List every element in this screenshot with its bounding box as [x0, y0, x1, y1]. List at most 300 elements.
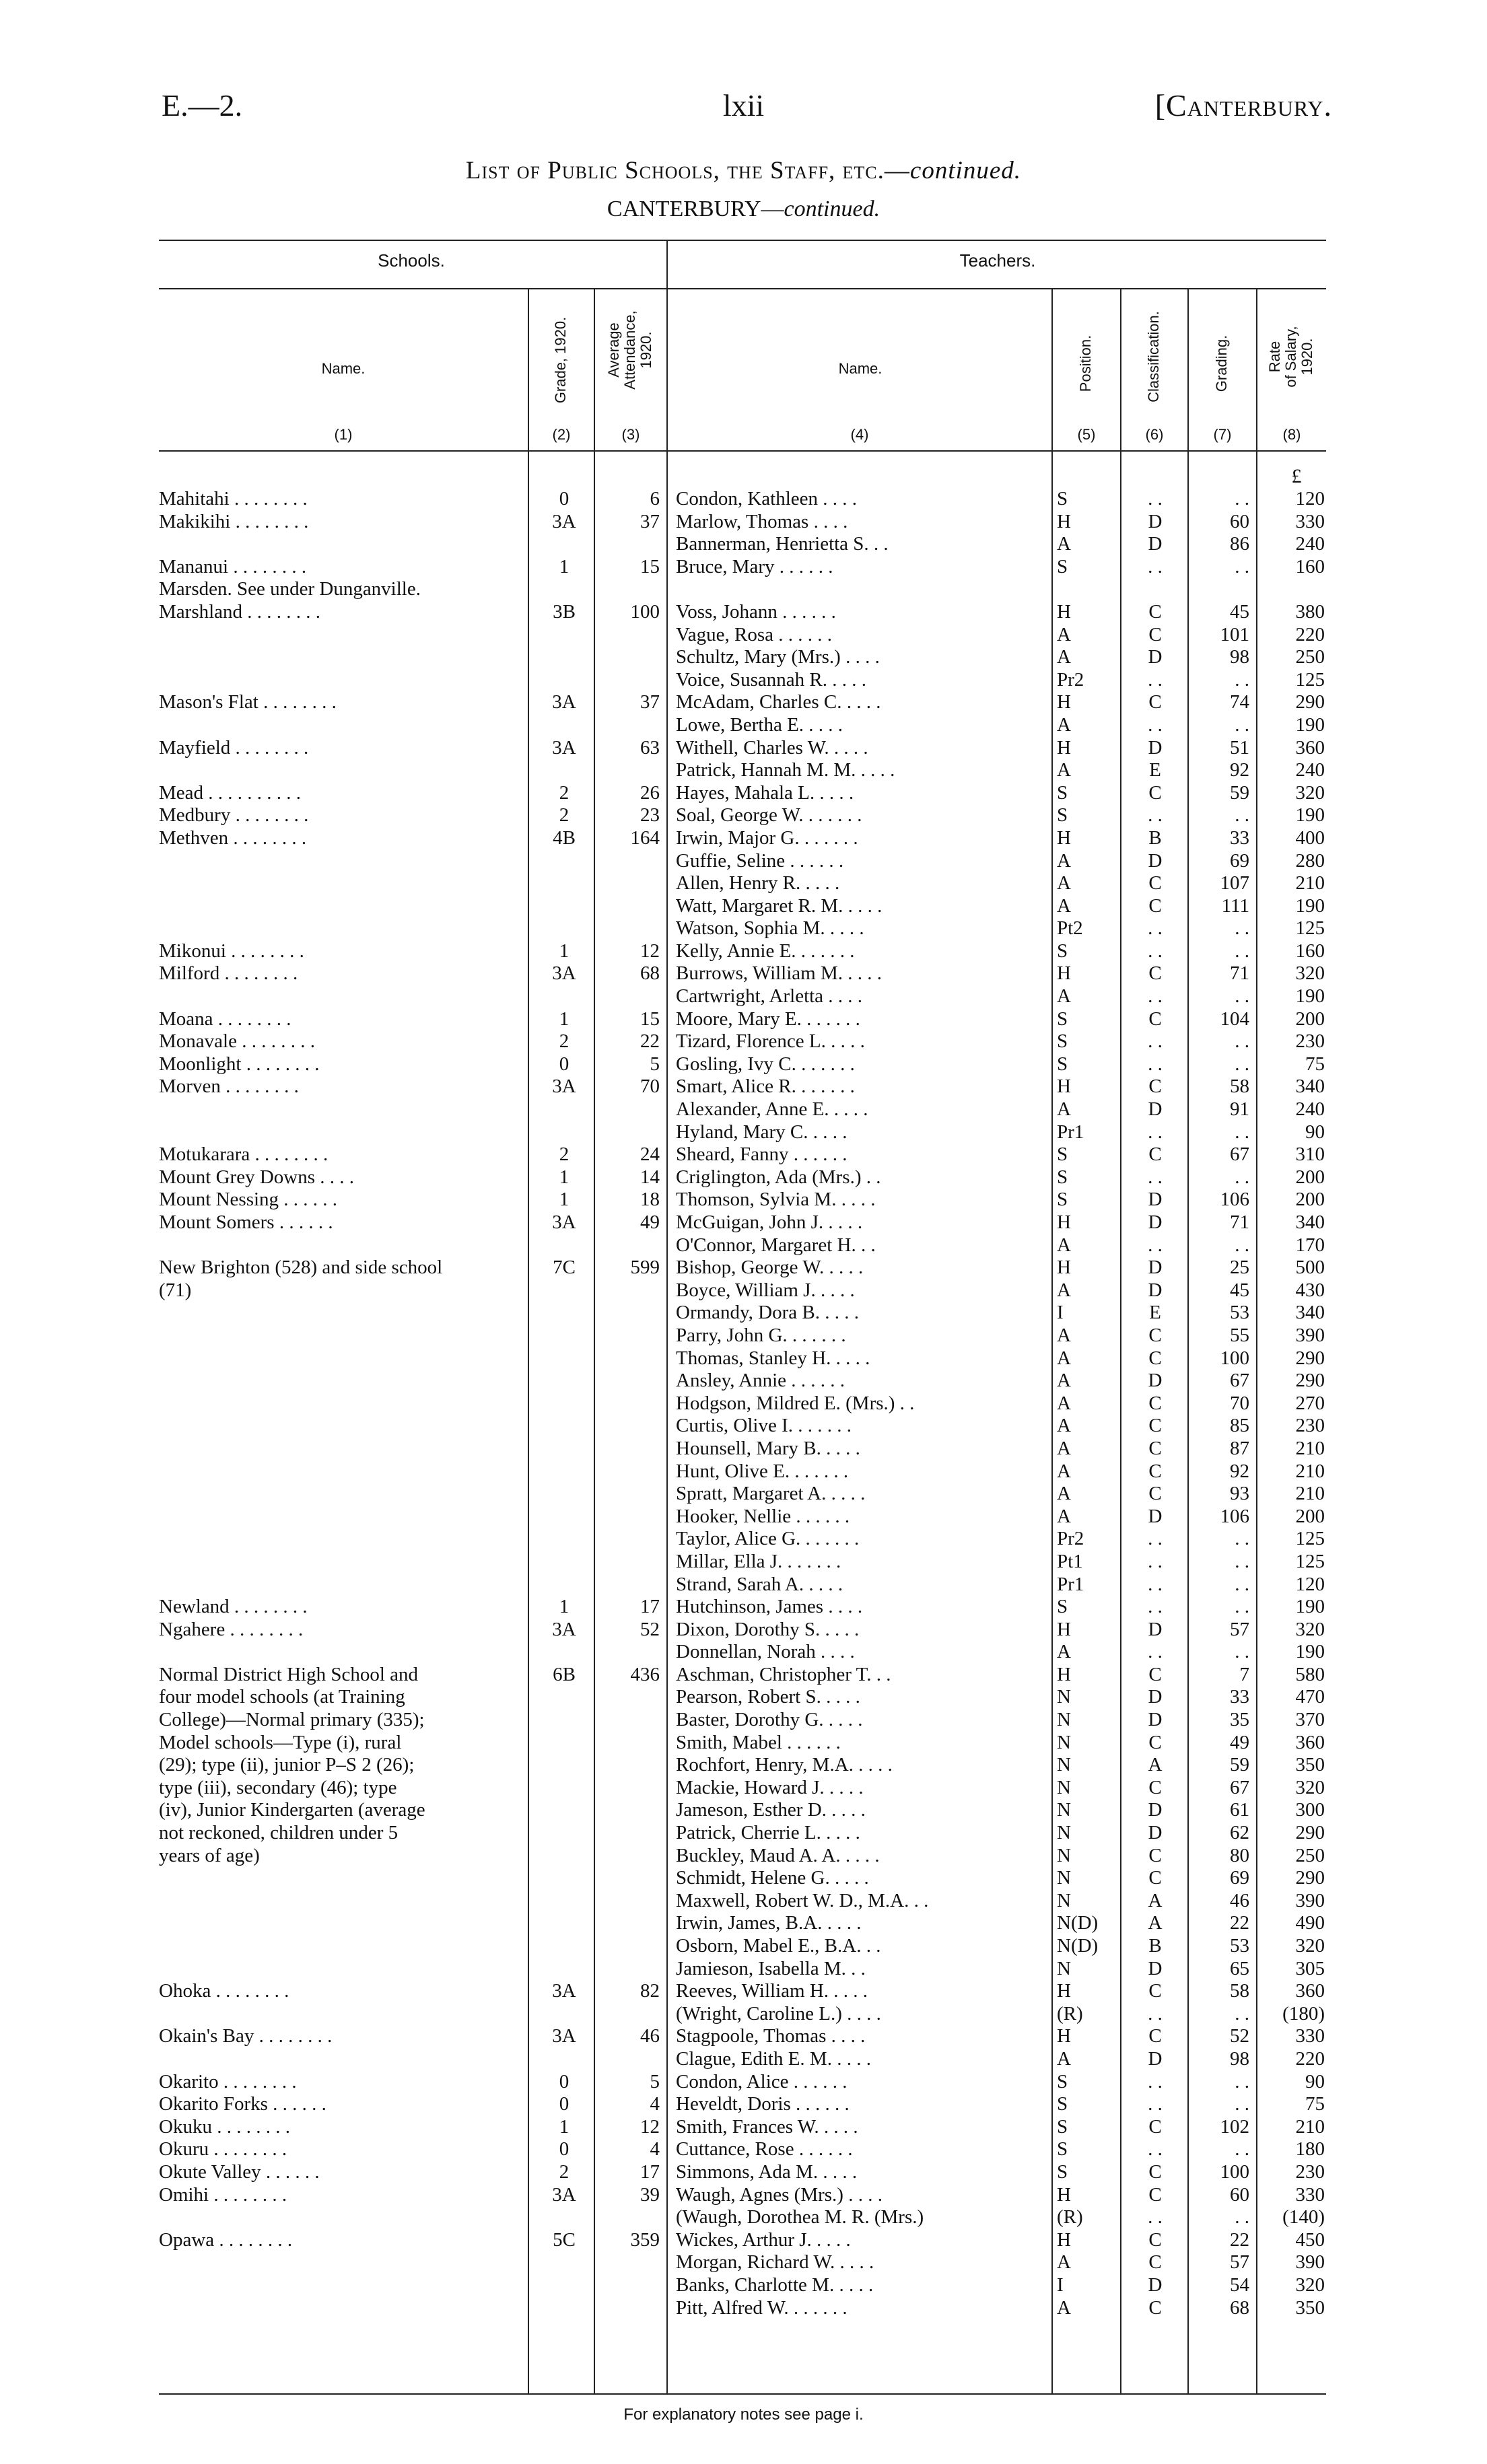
salary-header-line3: 1920. [1299, 338, 1315, 376]
school-name-cell: (29); type (ii), junior P–S 2 (26); [159, 1754, 415, 1776]
teacher-name-cell: Maxwell, Robert W. D., M.A. . . [676, 1889, 929, 1911]
school-name-cell: Okute Valley . . . . . . [159, 2160, 320, 2183]
salary-cell: 290 [1295, 1867, 1325, 1889]
teacher-name-cell: Millar, Ella J. . . . . . . [676, 1550, 841, 1572]
table-row [0, 2093, 1487, 2116]
grading-cell: 92 [1230, 1460, 1249, 1482]
school-name-cell: Mead . . . . . . . . . . [159, 781, 302, 804]
table-row [0, 917, 1487, 940]
school-name-cell: Mount Grey Downs . . . . [159, 1166, 354, 1188]
classification-cell: . . [1148, 488, 1163, 509]
grading-cell: . . [1235, 555, 1249, 577]
position-cell: A [1057, 849, 1071, 872]
grading-cell: 49 [1230, 1731, 1249, 1753]
grading-cell: 100 [1220, 1347, 1249, 1369]
position-cell: Pr1 [1057, 1573, 1084, 1595]
position-cell: (R) [1057, 2002, 1083, 2025]
classification-cell: . . [1148, 940, 1163, 962]
teacher-name-cell: Hodgson, Mildred E. (Mrs.) . . [676, 1392, 915, 1414]
classification-cell: . . [1148, 1528, 1163, 1550]
table-row [0, 2184, 1487, 2207]
table-row [0, 1551, 1487, 1574]
grade-header: Grade, 1920. [552, 316, 569, 404]
table-row [0, 850, 1487, 873]
grading-cell: 61 [1230, 1799, 1249, 1821]
grading-cell: . . [1235, 1234, 1249, 1256]
salary-cell: 160 [1295, 940, 1325, 962]
school-name-cell: Ngahere . . . . . . . . [159, 1618, 304, 1640]
table-row [0, 940, 1487, 963]
teacher-name-cell: Smart, Alice R. . . . . . . [676, 1076, 855, 1098]
position-cell: S [1057, 2093, 1068, 2115]
grading-cell: 70 [1230, 1392, 1249, 1414]
school-name-cell: Omihi . . . . . . . . [159, 2183, 287, 2206]
salary-cell: 230 [1295, 1415, 1325, 1437]
classification-cell: D [1148, 1098, 1163, 1121]
table-row [0, 2274, 1487, 2297]
column-header-rule [159, 450, 1326, 452]
position-cell: A [1057, 1098, 1071, 1121]
table-row [0, 691, 1487, 714]
classification-cell: D [1148, 510, 1163, 532]
table-row [0, 578, 1487, 601]
table-row [0, 1754, 1487, 1777]
table-row [0, 624, 1487, 647]
attendance-cell: 24 [640, 1143, 660, 1166]
classification-cell: C [1148, 1392, 1162, 1414]
table-row [0, 1211, 1487, 1234]
position-cell: A [1057, 646, 1071, 668]
table-row [0, 1347, 1487, 1370]
school-name-cell: Morven . . . . . . . . [159, 1076, 299, 1098]
salary-cell: 170 [1295, 1234, 1325, 1256]
attendance-cell: 5 [650, 2070, 660, 2092]
classification-cell: . . [1148, 1573, 1163, 1595]
salary-cell: 200 [1295, 1008, 1325, 1030]
classification-cell: D [1148, 849, 1163, 872]
position-cell: A [1057, 1279, 1071, 1301]
grade-cell: 3A [552, 2025, 576, 2047]
teacher-name-cell: Hutchinson, James . . . . [676, 1596, 863, 1618]
salary-cell: 380 [1295, 600, 1325, 623]
grading-cell: 111 [1221, 894, 1249, 917]
position-cell: A [1057, 759, 1071, 781]
classification-cell: . . [1148, 804, 1163, 826]
grading-cell: . . [1235, 1550, 1249, 1572]
classification-cell: . . [1148, 1121, 1163, 1143]
position-cell: A [1057, 2047, 1071, 2070]
school-name-cell: four model schools (at Training [159, 1686, 405, 1708]
table-row [0, 1030, 1487, 1053]
salary-cell: 160 [1295, 555, 1325, 577]
classification-cell: C [1148, 1324, 1162, 1346]
school-name-cell: Okarito . . . . . . . . [159, 2070, 297, 2092]
teacher-name-cell: Stagpoole, Thomas . . . . [676, 2025, 866, 2047]
salary-cell: 320 [1295, 1618, 1325, 1640]
attendance-cell: 100 [630, 600, 660, 623]
grading-cell: 45 [1230, 600, 1249, 623]
salary-cell: 300 [1295, 1799, 1325, 1821]
position-cell: A [1057, 1347, 1071, 1369]
salary-cell: 250 [1295, 1844, 1325, 1866]
classification-cell: C [1148, 1483, 1162, 1505]
salary-cell: 200 [1295, 1505, 1325, 1527]
table-row [0, 533, 1487, 556]
attendance-header-line1: Average [605, 322, 622, 378]
position-cell: A [1057, 1505, 1071, 1527]
salary-cell: 310 [1295, 1143, 1325, 1166]
table-row [0, 1980, 1487, 2003]
salary-cell: 190 [1295, 1596, 1325, 1618]
salary-cell: 330 [1295, 510, 1325, 532]
group-header-rule [159, 288, 1326, 289]
salary-cell: 190 [1295, 894, 1325, 917]
classification-cell: D [1148, 533, 1163, 555]
position-cell: I [1057, 1302, 1064, 1324]
teacher-name-cell: Strand, Sarah A. . . . . [676, 1573, 843, 1595]
salary-cell: (180) [1282, 2002, 1325, 2025]
salary-cell: 230 [1295, 1030, 1325, 1053]
position-cell: S [1057, 804, 1068, 826]
table-row [0, 1890, 1487, 1913]
classification-cell: . . [1148, 2070, 1163, 2092]
classification-cell: B [1148, 826, 1162, 849]
teacher-name-cell: Boyce, William J. . . . . [676, 1279, 855, 1301]
grade-cell: 5C [553, 2228, 576, 2251]
classification-cell: D [1148, 1370, 1163, 1392]
grading-cell: 55 [1230, 1324, 1249, 1346]
grade-cell: 1 [559, 1008, 569, 1030]
position-cell: N [1057, 1889, 1071, 1911]
teacher-name-cell: Sheard, Fanny . . . . . . [676, 1143, 848, 1166]
position-cell: H [1057, 2183, 1071, 2206]
position-cell: A [1057, 1483, 1071, 1505]
salary-cell: 210 [1295, 2115, 1325, 2138]
table-row [0, 1166, 1487, 1189]
attendance-cell: 4 [650, 2093, 660, 2115]
school-name-cell: (71) [159, 1279, 192, 1301]
grading-cell: 33 [1230, 1686, 1249, 1708]
grading-cell: 46 [1230, 1889, 1249, 1911]
table-row [0, 1393, 1487, 1415]
grading-cell: 68 [1230, 2296, 1249, 2319]
teacher-name-cell: Aschman, Christopher T. . . [676, 1663, 891, 1685]
table-row [0, 2229, 1487, 2252]
classification-cell: . . [1148, 1596, 1163, 1618]
attendance-cell: 22 [640, 1030, 660, 1053]
position-cell: N [1057, 1709, 1071, 1731]
teacher-name-cell: Hooker, Nellie . . . . . . [676, 1505, 850, 1527]
table-row [0, 601, 1487, 624]
school-name-cell: Motukarara . . . . . . . . [159, 1143, 328, 1166]
salary-cell: 210 [1295, 1437, 1325, 1459]
position-cell: N(D) [1057, 1935, 1099, 1957]
table-row [0, 1234, 1487, 1257]
teacher-name-cell: Bruce, Mary . . . . . . [676, 555, 833, 577]
classification-cell: . . [1148, 1641, 1163, 1663]
table-row [0, 2251, 1487, 2274]
salary-cell: 190 [1295, 985, 1325, 1008]
position-cell: H [1057, 2025, 1071, 2047]
classification-cell: . . [1148, 1053, 1163, 1075]
grading-cell: . . [1235, 940, 1249, 962]
position-cell: A [1057, 2296, 1071, 2319]
page-number: lxii [722, 88, 765, 122]
attendance-cell: 14 [640, 1166, 660, 1188]
classification-cell: C [1148, 2228, 1162, 2251]
column-number-2: (2) [552, 426, 571, 443]
salary-cell: 360 [1295, 736, 1325, 759]
position-cell: A [1057, 533, 1071, 555]
teacher-name-cell: Smith, Mabel . . . . . . [676, 1731, 841, 1753]
teacher-name-cell: Soal, George W. . . . . . . [676, 804, 862, 826]
classification-cell: D [1148, 1799, 1163, 1821]
position-cell: A [1057, 1234, 1071, 1256]
position-cell: H [1057, 962, 1071, 985]
school-name-cell: Marsden. See under Dunganville. [159, 578, 421, 600]
grading-cell: 22 [1230, 2228, 1249, 2251]
position-header: Position. [1077, 335, 1094, 392]
attendance-cell: 18 [640, 1189, 660, 1211]
attendance-cell: 39 [640, 2183, 660, 2206]
column-number-3: (3) [621, 426, 640, 443]
classification-cell: E [1149, 1302, 1161, 1324]
teacher-name-cell: Withell, Charles W. . . . . [676, 736, 868, 759]
teacher-name-cell: Condon, Kathleen . . . . [676, 488, 858, 509]
salary-cell: 320 [1295, 962, 1325, 985]
grade-cell: 3A [552, 510, 576, 532]
classification-cell: C [1148, 781, 1162, 804]
teacher-name-cell: Voss, Johann . . . . . . [676, 600, 836, 623]
page-title [0, 156, 1487, 185]
teacher-name-cell: Reeves, William H. . . . . [676, 1980, 868, 2002]
grading-cell: 87 [1230, 1437, 1249, 1459]
teacher-name-cell: Dixon, Dorothy S. . . . . [676, 1618, 860, 1640]
position-cell: S [1057, 555, 1068, 577]
grading-cell: . . [1235, 1528, 1249, 1550]
grading-cell: 102 [1220, 2115, 1249, 2138]
attendance-cell: 15 [640, 555, 660, 577]
salary-cell: (140) [1282, 2206, 1325, 2228]
attendance-cell: 15 [640, 1008, 660, 1030]
table-row [0, 1777, 1487, 1800]
position-cell: A [1057, 872, 1071, 894]
salary-cell: 190 [1295, 713, 1325, 736]
page-title-main: List of Public Schools, the Staff, etc.— [465, 157, 910, 184]
salary-cell: 340 [1295, 1302, 1325, 1324]
teacher-name-cell: Allen, Henry R. . . . . [676, 872, 840, 894]
teacher-name-cell: Thomas, Stanley H. . . . . [676, 1347, 870, 1369]
school-name-cell: type (iii), secondary (46); type [159, 1776, 397, 1798]
grading-cell: . . [1235, 2206, 1249, 2228]
grade-cell: 3A [552, 736, 576, 759]
grade-cell: 3A [552, 2183, 576, 2206]
position-cell: S [1057, 2160, 1068, 2183]
classification-cell: . . [1148, 1166, 1163, 1188]
school-name-cell: Normal District High School and [159, 1663, 419, 1685]
teacher-name-cell: Jameson, Esther D. . . . . [676, 1799, 866, 1821]
teacher-name-cell: Wickes, Arthur J. . . . . [676, 2228, 851, 2251]
attendance-cell: 12 [640, 940, 660, 962]
salary-cell: 125 [1295, 1528, 1325, 1550]
grading-cell: 60 [1230, 2183, 1249, 2206]
teacher-name-cell: Jamieson, Isabella M. . . [676, 1957, 866, 1979]
position-cell: N [1057, 1731, 1071, 1753]
school-name-cell: College)—Normal primary (335); [159, 1709, 425, 1731]
teacher-name-cell: Waugh, Agnes (Mrs.) . . . . [676, 2183, 883, 2206]
table-row [0, 1302, 1487, 1325]
attendance-cell: 63 [640, 736, 660, 759]
position-cell: H [1057, 1980, 1071, 2002]
grading-cell: . . [1235, 1121, 1249, 1143]
salary-cell: 340 [1295, 1211, 1325, 1233]
region-running-head: [Canterbury. [1154, 88, 1332, 122]
position-cell: Pt1 [1057, 1550, 1083, 1572]
position-cell: N(D) [1057, 1912, 1099, 1934]
grading-cell: 71 [1230, 962, 1249, 985]
school-name-cell: Moonlight . . . . . . . . [159, 1053, 320, 1075]
grading-header: Grading. [1213, 335, 1230, 392]
position-cell: A [1057, 1460, 1071, 1482]
salary-cell: 210 [1295, 1483, 1325, 1505]
teacher-name-cell: Bannerman, Henrietta S. . . [676, 533, 889, 555]
position-cell: A [1057, 1392, 1071, 1414]
position-cell: S [1057, 2070, 1068, 2092]
grading-cell: 98 [1230, 646, 1249, 668]
classification-cell: C [1148, 1076, 1162, 1098]
salary-cell: 390 [1295, 2251, 1325, 2274]
classification-cell: . . [1148, 555, 1163, 577]
grade-cell: 0 [559, 2093, 569, 2115]
teacher-name-cell: Taylor, Alice G. . . . . . . [676, 1528, 860, 1550]
table-body [0, 488, 1487, 2319]
teacher-name-cell: Parry, John G. . . . . . . [676, 1324, 846, 1346]
school-name-cell: Monavale . . . . . . . . [159, 1030, 315, 1053]
salary-cell: 200 [1295, 1166, 1325, 1188]
position-cell: H [1057, 1618, 1071, 1640]
classification-cell: C [1148, 1663, 1162, 1685]
attendance-cell: 17 [640, 1596, 660, 1618]
grading-cell: . . [1235, 804, 1249, 826]
position-cell: H [1057, 1257, 1071, 1279]
table-row [0, 1686, 1487, 1709]
grade-cell: 3B [553, 600, 576, 623]
grading-cell: 7 [1239, 1663, 1249, 1685]
table-row [0, 895, 1487, 918]
school-name-cell: years of age) [159, 1844, 260, 1866]
attendance-cell: 46 [640, 2025, 660, 2047]
position-cell: N [1057, 1799, 1071, 1821]
school-name-cell: Newland . . . . . . . . [159, 1596, 308, 1618]
teacher-name-cell: Hayes, Mahala L. . . . . [676, 781, 854, 804]
position-cell: N [1057, 1822, 1071, 1844]
grading-cell: 106 [1220, 1189, 1249, 1211]
classification-cell: D [1148, 1189, 1163, 1211]
position-cell: H [1057, 1076, 1071, 1098]
salary-cell: 430 [1295, 1279, 1325, 1301]
teacher-name-cell: Burrows, William M. . . . . [676, 962, 883, 985]
grading-cell: 59 [1230, 1754, 1249, 1776]
teacher-name-cell: Simmons, Ada M. . . . . [676, 2160, 858, 2183]
grade-cell: 3A [552, 1618, 576, 1640]
attendance-header-line2: Attendance, [621, 310, 638, 390]
classification-cell: C [1148, 1008, 1162, 1030]
table-row [0, 1325, 1487, 1347]
teacher-name-cell: Spratt, Margaret A. . . . . [676, 1483, 866, 1505]
teacher-name-cell: O'Connor, Margaret H. . . [676, 1234, 876, 1256]
position-cell: I [1057, 2274, 1064, 2296]
classification-cell: C [1148, 1731, 1162, 1753]
subtitle-region: CANTERBURY— [607, 197, 784, 221]
salary-cell: 390 [1295, 1324, 1325, 1346]
school-name-cell: Marshland . . . . . . . . [159, 600, 321, 623]
column-number-6: (6) [1145, 426, 1164, 443]
salary-cell: 240 [1295, 533, 1325, 555]
classification-cell: C [1148, 2296, 1162, 2319]
teacher-name-cell: Cartwright, Arletta . . . . [676, 985, 863, 1008]
teacher-name-cell: Patrick, Cherrie L. . . . . [676, 1822, 860, 1844]
grading-cell: . . [1235, 2070, 1249, 2092]
column-number-8: (8) [1282, 426, 1301, 443]
table-row [0, 1912, 1487, 1935]
attendance-cell: 436 [630, 1663, 660, 1685]
school-name-cell: Medbury . . . . . . . . [159, 804, 309, 826]
position-cell: A [1057, 1324, 1071, 1346]
classification-cell: D [1148, 1257, 1163, 1279]
teacher-name-cell: Alexander, Anne E. . . . . [676, 1098, 868, 1121]
position-cell: S [1057, 1189, 1068, 1211]
teacher-name-cell: Buckley, Maud A. A. . . . . [676, 1844, 880, 1866]
classification-cell: C [1148, 1347, 1162, 1369]
grading-cell: 45 [1230, 1279, 1249, 1301]
grading-cell: 101 [1220, 623, 1249, 645]
classification-cell: D [1148, 1618, 1163, 1640]
report-code: E.—2. [162, 88, 243, 122]
grading-cell: 91 [1230, 1098, 1249, 1121]
salary-cell: 400 [1295, 826, 1325, 849]
position-cell: A [1057, 1370, 1071, 1392]
salary-cell: 320 [1295, 781, 1325, 804]
position-cell: Pr1 [1057, 1121, 1084, 1143]
teacher-name-cell: Moore, Mary E. . . . . . . [676, 1008, 860, 1030]
teacher-name-cell: Rochfort, Henry, M.A. . . . . [676, 1754, 893, 1776]
table-row [0, 2071, 1487, 2094]
attendance-cell: 4 [650, 2138, 660, 2160]
attendance-cell: 68 [640, 962, 660, 985]
grading-cell: 60 [1230, 510, 1249, 532]
teacher-name-cell: Irwin, Major G. . . . . . . [676, 826, 858, 849]
grading-cell: 58 [1230, 1980, 1249, 2002]
grading-cell: . . [1235, 1641, 1249, 1663]
teacher-name-cell: Morgan, Richard W. . . . . [676, 2251, 874, 2274]
table-row [0, 1279, 1487, 1302]
salary-cell: 340 [1295, 1076, 1325, 1098]
table-row [0, 2206, 1487, 2229]
salary-cell: 250 [1295, 646, 1325, 668]
salary-cell: 290 [1295, 1822, 1325, 1844]
classification-cell: B [1148, 1935, 1162, 1957]
grading-cell: 92 [1230, 759, 1249, 781]
table-row [0, 2138, 1487, 2161]
grading-cell: 104 [1220, 1008, 1249, 1030]
column-number-7: (7) [1213, 426, 1232, 443]
grading-cell: 69 [1230, 1867, 1249, 1889]
table-row [0, 1799, 1487, 1822]
attendance-cell: 82 [640, 1980, 660, 2002]
grading-cell: 52 [1230, 2025, 1249, 2047]
attendance-cell: 12 [640, 2115, 660, 2138]
grading-cell: 57 [1230, 2251, 1249, 2274]
